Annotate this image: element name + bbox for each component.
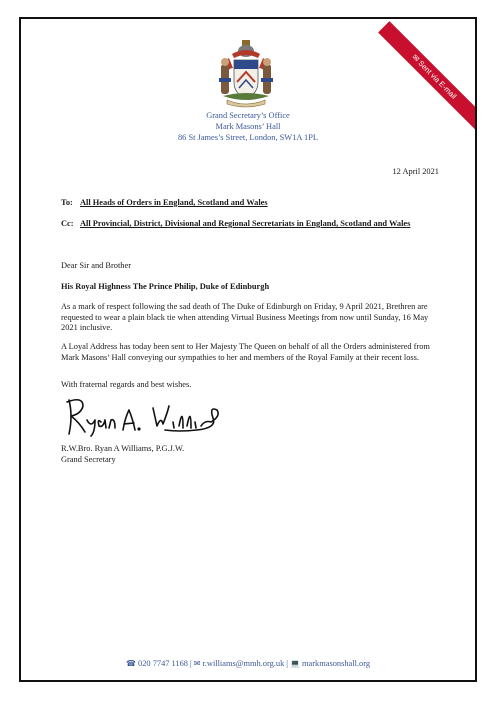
phone-icon: ☎ (125, 659, 136, 668)
recipient-cc (61, 219, 445, 230)
cc-value: All Provincial, District, Divisional and Regional Secretariats in England, Scotland and Wales (80, 219, 411, 228)
footer-phone: 020 7747 1168 (138, 659, 188, 668)
office-name: Grand Secretary’s Office (206, 111, 290, 120)
footer-separator: | (190, 659, 192, 668)
computer-icon: 💻 (289, 659, 300, 668)
signer-block (61, 444, 446, 465)
subject-line: His Royal Highness The Prince Philip, Duke of Edinburgh (61, 282, 270, 291)
letter-date: 12 April 2021 (392, 167, 439, 176)
letter-page (19, 17, 477, 682)
footer-website[interactable]: markmasonshall.org (302, 659, 371, 668)
street-address: 86 St James’s Street, London, SW1A 1PL (177, 133, 319, 142)
recipient-to (61, 198, 445, 209)
coat-of-arms-logo (215, 38, 277, 110)
sender-address-block (21, 110, 475, 143)
cc-label: Cc: (61, 219, 74, 228)
handwritten-signature (61, 392, 231, 438)
to-label: To: (61, 198, 73, 207)
closing-line: With fraternal regards and best wishes. (61, 380, 192, 389)
contact-footer (21, 659, 475, 668)
body-paragraph-1: As a mark of respect following the sad death of The Duke of Edinburgh on Friday, 9 April 2021, Brethren are requested to wear a plain black tie when attending Virtual Business Meetings from now until Sunday, 16 May 2021 inclusive. (61, 302, 429, 332)
signer-title: Grand Secretary (61, 454, 116, 464)
envelope-icon: ✉ (410, 52, 422, 64)
body-paragraph-2: A Loyal Address has today been sent to Her Majesty The Queen on behalf of all the Orders administered from Mark Masons’ Hall conveying our sympathies to her and members of the Royal Family at their recent loss. (61, 342, 430, 362)
to-value: All Heads of Orders in England, Scotland and Wales (80, 198, 268, 207)
signer-name: R.W.Bro. Ryan A Williams, P.G.J.W. (61, 444, 185, 453)
envelope-icon: ✉ (193, 659, 201, 668)
building-name: Mark Masons’ Hall (215, 122, 281, 131)
footer-separator: | (286, 659, 288, 668)
ribbon-text: Sent via E-mail (416, 58, 459, 101)
footer-email[interactable]: r.williams@mmh.org.uk (202, 659, 285, 668)
salutation: Dear Sir and Brother (61, 261, 132, 270)
